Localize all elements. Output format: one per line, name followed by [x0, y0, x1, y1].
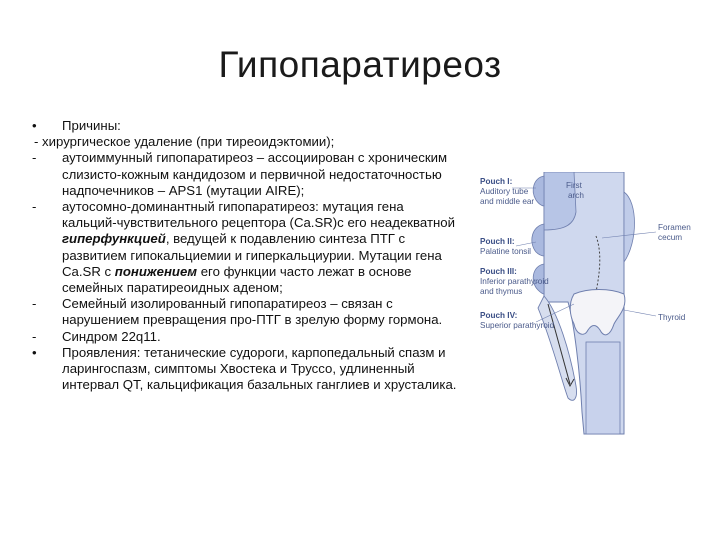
item-text: аутоиммунный гипопаратиреоз – ассоциирован с хроническим слизисто-кожным кандидозом и первичной недостаточностью надпочечников – APS1 (мутации AIRE); — [62, 150, 448, 198]
dash-marker: - — [32, 199, 37, 215]
bullet-marker: • — [32, 344, 37, 360]
label-foramen-2: cecum — [658, 233, 683, 242]
dash-marker: - — [32, 296, 37, 312]
label-pouch-2-line1: Palatine tonsil — [480, 247, 531, 256]
label-pouch-1-title: Pouch I: — [480, 177, 513, 186]
label-first-arch-2: arch — [568, 191, 584, 200]
list-item — [30, 150, 462, 199]
emphasis-hyperfunction: гиперфункцией — [62, 231, 166, 247]
label-pouch-3-line1: Inferior parathyroid — [480, 277, 549, 286]
list-item — [30, 329, 462, 345]
surgical-text: - хирургическое удаление (при тиреоидэктомии); — [34, 134, 335, 150]
label-thyroid: Thyroid — [658, 313, 686, 322]
label-pouch-4-line1: Superior parathyroid — [480, 321, 555, 330]
causes-row — [30, 118, 462, 134]
pharyngeal-pouch-diagram — [478, 172, 710, 439]
dash-marker: - — [32, 150, 37, 166]
surgical-row — [30, 134, 462, 150]
pouch-1-shape — [533, 176, 544, 206]
item-text: Синдром 22q11. — [62, 328, 161, 344]
tongue-region — [624, 192, 635, 262]
causes-label: Причины: — [62, 118, 121, 133]
item-text-post: его функции часто лежат в основе семейных паратиреоидных аденом; — [62, 263, 412, 296]
emphasis-decrease: понижением — [114, 263, 198, 279]
leader-line — [624, 310, 656, 316]
label-pouch-2-title: Pouch II: — [480, 237, 515, 246]
label-first-arch-1: First — [566, 181, 582, 190]
list-item — [30, 345, 462, 394]
label-foramen-1: Foramen — [658, 223, 691, 232]
diagram-svg — [478, 172, 710, 439]
bullet-marker: • — [32, 118, 37, 133]
dash-marker: - — [32, 328, 37, 344]
label-pouch-1-line2: and middle ear — [480, 197, 535, 206]
label-pouch-3-title: Pouch III: — [480, 267, 517, 276]
slide-title: Гипопаратиреоз — [218, 44, 502, 85]
label-pouch-1-line1: Auditory tube — [480, 187, 529, 196]
esophagus — [586, 342, 620, 434]
item-text: Проявления: тетанические судороги, карпопедальный спазм и ларингоспазм, симптомы Хвостека и Труссо, удлиненный интервал QT, кальцификация базальных ганглиев и хрусталика. — [62, 344, 457, 393]
item-text: Семейный изолированный гипопаратиреоз – связан с нарушением превращения про-ПТГ в зрелую форму гормона. — [62, 296, 443, 328]
label-pouch-3-line2: and thymus — [480, 287, 523, 296]
label-pouch-4-title: Pouch IV: — [480, 311, 518, 320]
pouch-2-shape — [532, 224, 544, 256]
item-text-mid: , ведущей к подавлению синтеза ПТГ с развитием гипокальциемии и гиперкальциурии. Мутации гена Ca.SR с — [62, 231, 442, 279]
slide-body — [30, 118, 462, 393]
item-text-pre: аутосомно-доминантный гипопаратиреоз: мутация гена кальций-чувствительного рецептора (Ca.SR)с его неадекватной — [62, 199, 455, 231]
list-item — [30, 199, 462, 296]
list-item — [30, 296, 462, 328]
